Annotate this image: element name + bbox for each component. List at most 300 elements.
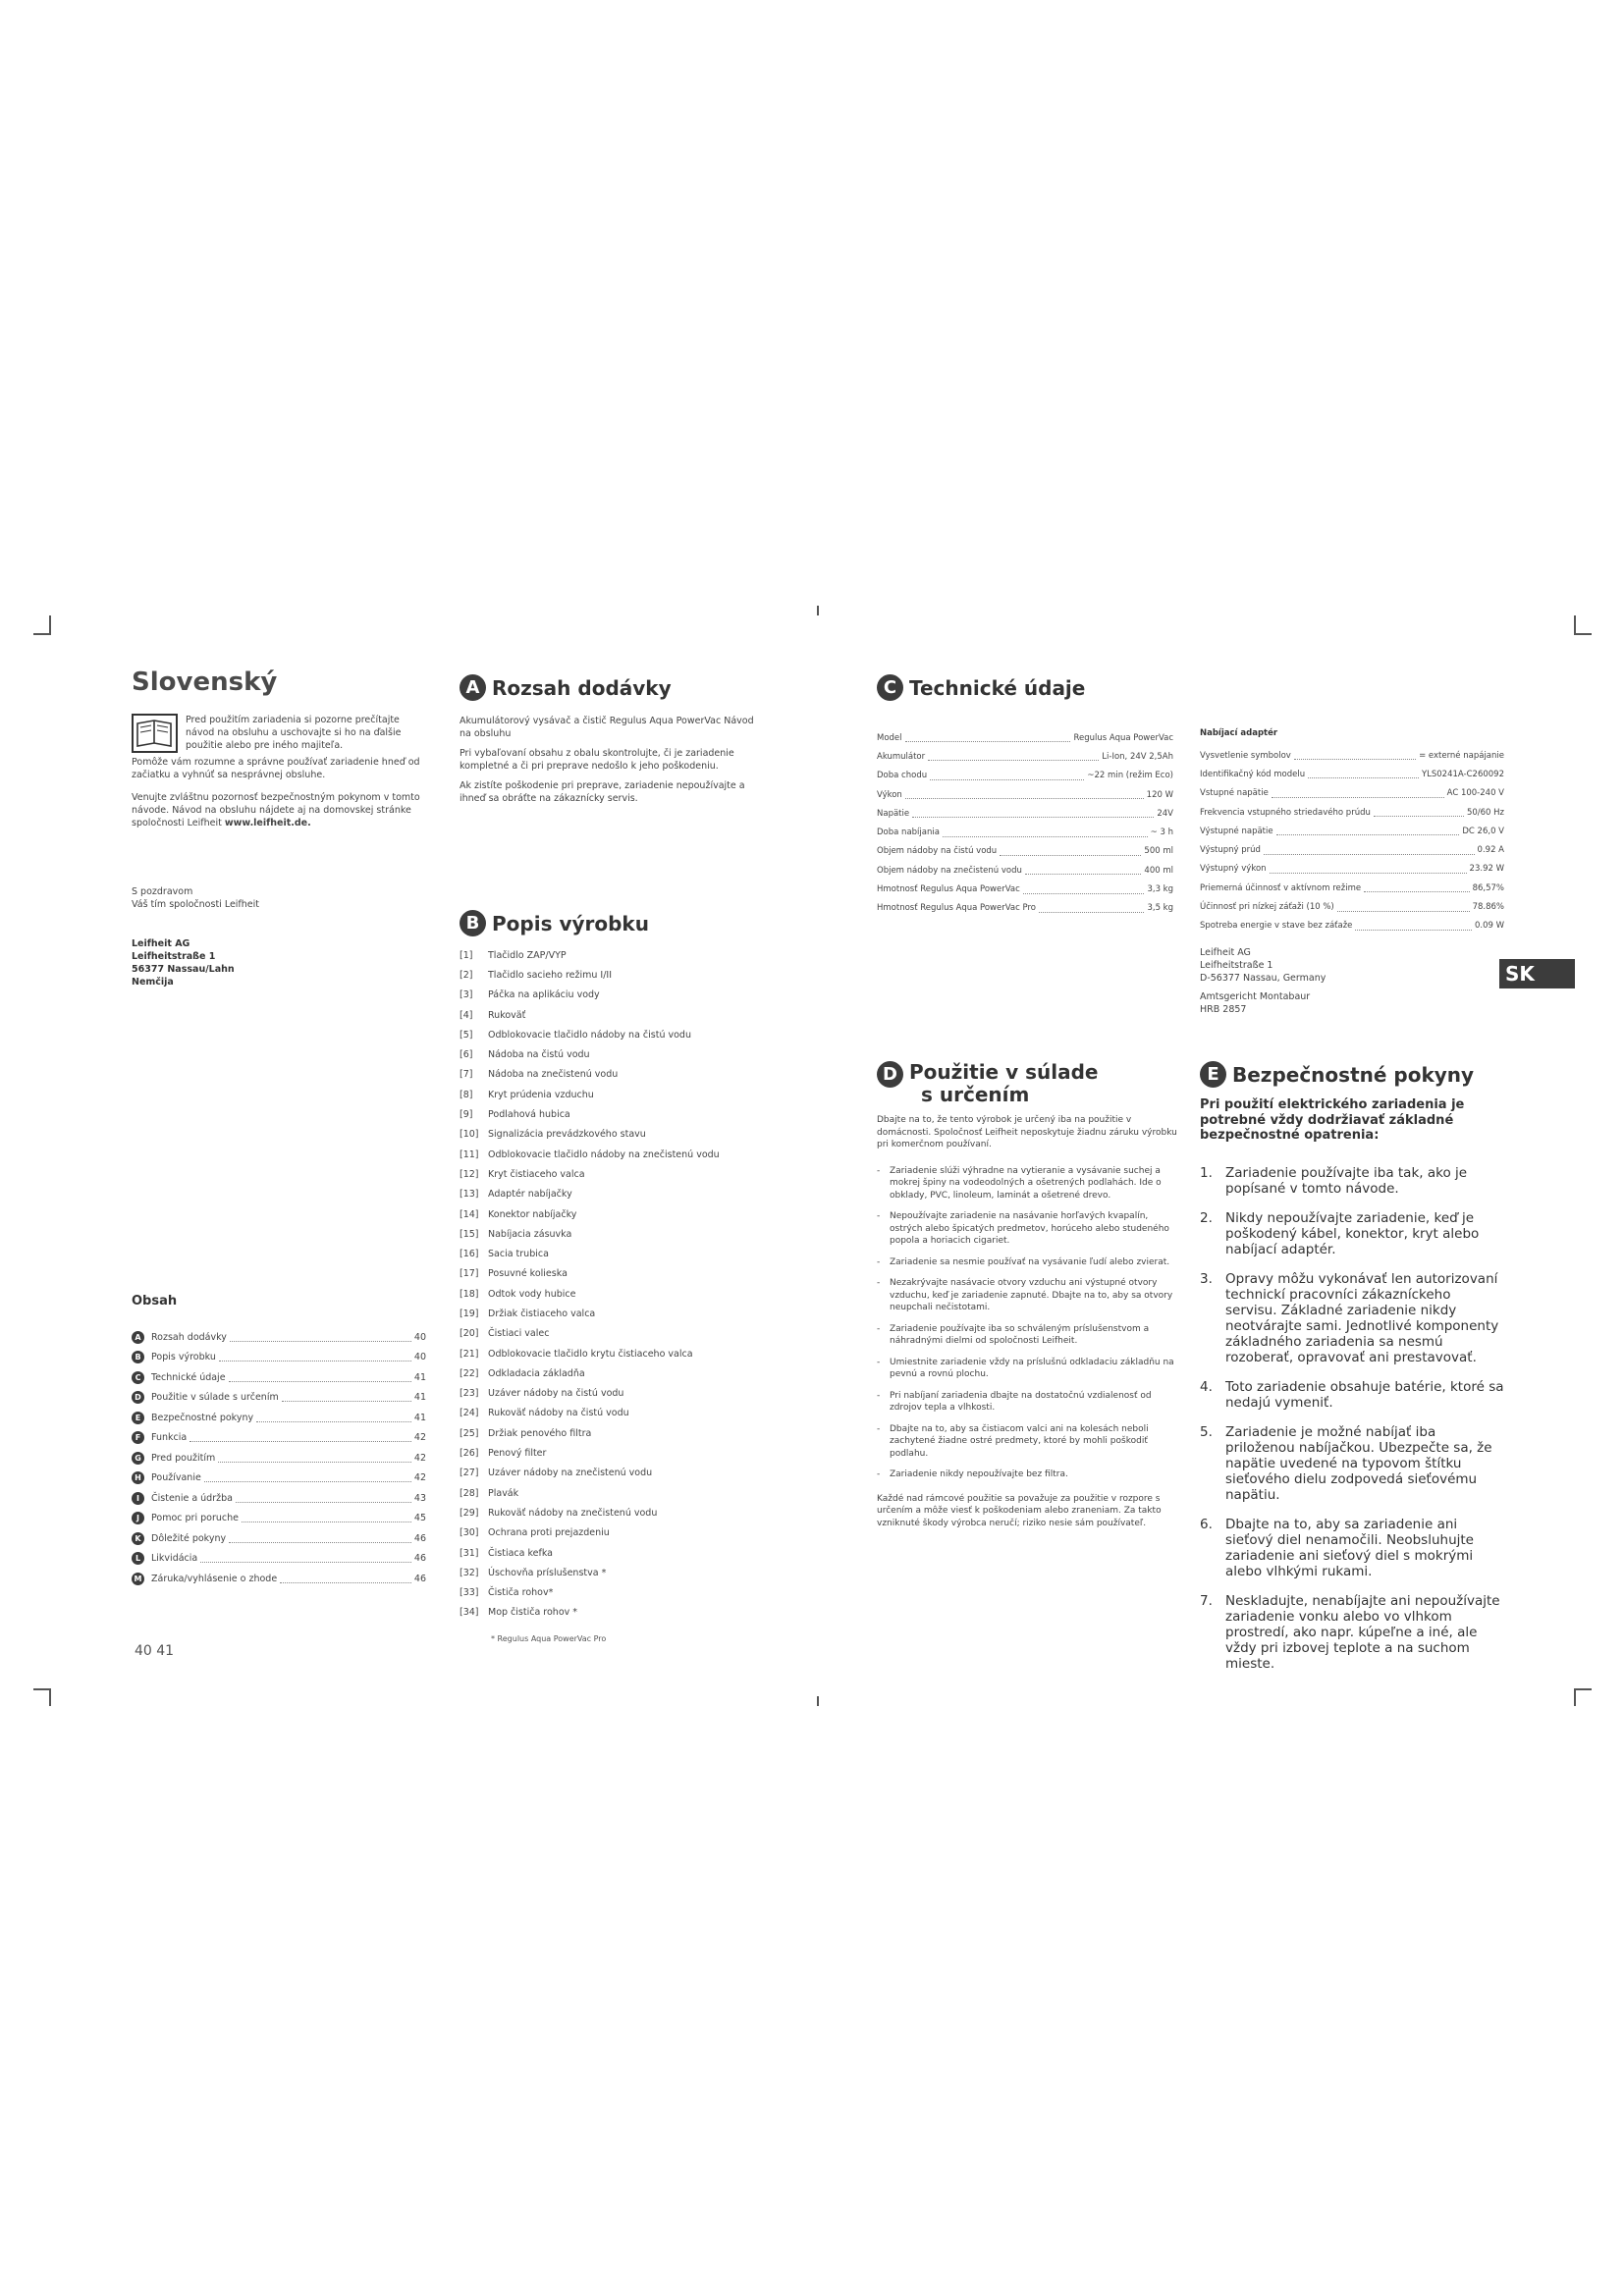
dot-leader xyxy=(1264,846,1475,855)
list-item xyxy=(460,1125,764,1145)
list-item xyxy=(460,1443,764,1463)
spec-label: Výkon xyxy=(877,789,902,800)
part-label: Odblokovacie tlačidlo krytu čistiaceho valca xyxy=(488,1348,693,1360)
dot-leader xyxy=(1308,770,1419,778)
spec-label: Frekvencia vstupného striedavého prúdu xyxy=(1200,807,1371,818)
part-number: [17] xyxy=(460,1268,479,1280)
spec-value: = externé napájanie xyxy=(1419,750,1504,761)
toc-badge-icon: D xyxy=(132,1391,144,1404)
dot-leader xyxy=(1270,865,1467,874)
part-label: Rukoväť nádoby na čistú vodu xyxy=(488,1408,629,1419)
part-label: Konektor nabíjačky xyxy=(488,1208,577,1220)
part-number: [30] xyxy=(460,1527,479,1539)
spec-value: 50/60 Hz xyxy=(1466,807,1504,818)
spec-label: Objem nádoby na znečistenú vodu xyxy=(877,865,1022,876)
dot-leader xyxy=(943,828,1148,837)
part-number: [11] xyxy=(460,1148,479,1160)
crop-mark xyxy=(33,633,51,635)
spec-value: 3,3 kg xyxy=(1147,884,1173,895)
part-label: Plavák xyxy=(488,1487,519,1499)
spec-row xyxy=(877,880,1173,898)
safety-item-text: Dbajte na to, aby sa zariadenie ani sieťový diel nenamočili. Neobsluhujte zariadenie ani sieťový diel s mokrými alebo vlhkými rukami. xyxy=(1225,1516,1474,1579)
part-label: Uzáver nádoby na znečistenú vodu xyxy=(488,1468,653,1479)
bullet-item: - Zariadenie používajte iba so schváleným príslušenstvom a náhradnými dielmi od spoločnosti Leifheit. xyxy=(877,1323,1181,1348)
language-tab: SK xyxy=(1499,959,1575,988)
part-label: Uzáver nádoby na čistú vodu xyxy=(488,1388,624,1400)
intro-paragraph: Pomôže vám rozumne a správne používať zariadenie hneď od začiatku a vyhnúť sa nesprávnej obsluhe. xyxy=(132,757,420,780)
part-label: Úschovňa príslušenstva * xyxy=(488,1567,607,1578)
dot-leader xyxy=(256,1414,411,1422)
safety-lead: Pri použití elektrického zariadenia je potrebné vždy dodržiavať základné bezpečnostné opatrenia: xyxy=(1200,1097,1465,1143)
spec-value: ~ 3 h xyxy=(1150,828,1173,838)
bullet-item: - Nezakrývajte nasávacie otvory vzduchu ani výstupné otvory vzduchu, keď je zariadenie zapnuté. Dbajte na to, aby sa otvory neupchali nečistotami. xyxy=(877,1277,1181,1314)
list-item xyxy=(460,1583,764,1603)
crop-mark xyxy=(1574,1688,1576,1706)
part-number: [14] xyxy=(460,1208,479,1220)
safety-item xyxy=(1200,1379,1506,1411)
list-item xyxy=(460,1005,764,1025)
toc-page-number: 41 xyxy=(413,1392,426,1404)
toc-badge-icon: J xyxy=(132,1512,144,1524)
greeting: S pozdravom Váš tím spoločnosti Leifheit xyxy=(132,886,260,910)
section-a-heading: A Rozsah dodávky xyxy=(460,674,672,701)
part-number: [19] xyxy=(460,1308,479,1319)
toc-item-label: Pomoc pri poruche xyxy=(151,1513,239,1524)
list-item xyxy=(460,1104,764,1124)
dot-leader xyxy=(930,772,1084,780)
page-title: Slovenský xyxy=(132,667,278,697)
toc-title: Obsah xyxy=(132,1294,178,1308)
safety-item-number: 1. xyxy=(1200,1164,1213,1181)
spec-label: Doba nabíjania xyxy=(877,828,940,838)
toc-page-number: 46 xyxy=(413,1553,426,1565)
part-number: [20] xyxy=(460,1328,479,1340)
spec-row xyxy=(877,728,1173,747)
spec-value: 24V xyxy=(1157,808,1173,819)
part-label: Rukoväť xyxy=(488,1009,526,1021)
part-label: Držiak penového filtra xyxy=(488,1427,592,1439)
list-item xyxy=(460,1324,764,1344)
section-e-body xyxy=(1200,1097,1506,1685)
crop-mark xyxy=(49,615,51,633)
toc-item[interactable] xyxy=(132,1428,426,1449)
spec-row xyxy=(877,861,1173,880)
toc-item-label: Čistenie a údržba xyxy=(151,1492,233,1504)
safety-item xyxy=(1200,1210,1506,1257)
part-number: [3] xyxy=(460,989,473,1001)
list-item xyxy=(460,965,764,985)
crop-mark xyxy=(49,1688,51,1706)
section-d-heading: D Použitie v súlade s určením xyxy=(877,1061,1098,1106)
toc-item[interactable] xyxy=(132,1367,426,1388)
spec-value: ~22 min (režim Eco) xyxy=(1087,771,1173,781)
toc-badge-icon: G xyxy=(132,1452,144,1465)
safety-item-number: 3. xyxy=(1200,1270,1213,1287)
spec-label: Výstupné napätie xyxy=(1200,826,1273,836)
toc-badge-icon: B xyxy=(132,1351,144,1363)
toc-item[interactable] xyxy=(132,1348,426,1368)
spec-row xyxy=(1200,860,1504,879)
toc-page-number: 43 xyxy=(413,1492,426,1504)
safety-item-number: 4. xyxy=(1200,1378,1213,1395)
spec-row xyxy=(877,899,1173,918)
part-label: Podlahová hubica xyxy=(488,1109,570,1121)
crop-mark xyxy=(817,606,819,615)
spec-row xyxy=(1200,746,1504,765)
dot-leader xyxy=(229,1534,411,1543)
part-number: [24] xyxy=(460,1408,479,1419)
safety-item-number: 7. xyxy=(1200,1592,1213,1609)
toc-badge-icon: I xyxy=(132,1492,144,1505)
part-number: [13] xyxy=(460,1189,479,1201)
part-label: Posuvné kolieska xyxy=(488,1268,568,1280)
dot-leader xyxy=(229,1373,411,1382)
toc-item[interactable] xyxy=(132,1569,426,1589)
spec-value: 120 W xyxy=(1146,789,1173,800)
toc-item-label: Rozsah dodávky xyxy=(151,1331,227,1343)
part-label: Adaptér nabíjačky xyxy=(488,1189,572,1201)
part-label: Nabíjacia zásuvka xyxy=(488,1228,572,1240)
intro-block xyxy=(132,714,426,829)
dot-leader xyxy=(189,1433,411,1442)
safety-item-text: Nikdy nepoužívajte zariadenie, keď je poškodený kábel, konektor, kryt alebo nabíjací adaptér. xyxy=(1225,1209,1480,1257)
part-number: [9] xyxy=(460,1109,473,1121)
spec-label: Hmotnosť Regulus Aqua PowerVac Pro xyxy=(877,903,1036,914)
list-item xyxy=(460,1204,764,1224)
spec-value: 78.86% xyxy=(1472,902,1504,913)
toc-badge-icon: M xyxy=(132,1573,144,1585)
list-item xyxy=(460,1264,764,1284)
part-label: Odkladacia základňa xyxy=(488,1367,585,1379)
list-item xyxy=(460,1065,764,1085)
dot-leader xyxy=(1025,866,1142,875)
spec-label: Model xyxy=(877,732,902,743)
part-number: [16] xyxy=(460,1249,479,1260)
list-item xyxy=(460,1384,764,1404)
part-label: Držiak čistiaceho valca xyxy=(488,1308,596,1319)
toc-item[interactable] xyxy=(132,1488,426,1509)
part-label: Čističa rohov* xyxy=(488,1587,554,1599)
part-label: Čistiaci valec xyxy=(488,1328,550,1340)
part-label: Páčka na aplikáciu vody xyxy=(488,989,600,1001)
list-item xyxy=(460,1284,764,1304)
toc-page-number: 40 xyxy=(413,1331,426,1343)
toc-item-label: Záruka/vyhlásenie o zhode xyxy=(151,1573,278,1584)
section-a-body: Akumulátorový vysávač a čistič Regulus Aqua PowerVac Návod na obsluhu Pri vybaľovaní obsahu z obalu skontrolujte, či je zariadenie kompletné a či pri preprave nedošlo k jeho poškodeniu. Ak zistíte poškodenie pri preprave, zariadenie nepoužívajte a ihneď sa obráťte na zákaznícky servis. xyxy=(460,716,754,804)
spec-row xyxy=(1200,784,1504,803)
list-item xyxy=(460,1543,764,1563)
toc-item-label: Likvidácia xyxy=(151,1553,198,1565)
dot-leader xyxy=(200,1554,411,1563)
dot-leader xyxy=(912,809,1154,818)
spec-row xyxy=(877,823,1173,841)
list-item xyxy=(460,1404,764,1423)
toc-badge-icon: E xyxy=(132,1412,144,1424)
list-item xyxy=(460,1025,764,1044)
spec-label: Výstupný prúd xyxy=(1200,845,1261,856)
part-number: [29] xyxy=(460,1507,479,1519)
dot-leader xyxy=(1272,789,1444,798)
part-number: [2] xyxy=(460,969,473,981)
spec-row xyxy=(877,767,1173,785)
badge-b-icon: B xyxy=(460,910,486,936)
toc-item[interactable] xyxy=(132,1327,426,1348)
toc-page-number: 40 xyxy=(413,1352,426,1363)
intro-paragraph-web: Venujte zvláštnu pozornosť bezpečnostným pokynom v tomto návode. Návod na obsluhu nájdete aj na domovskej stránke spoločnosti Leifheit www.leifheit.de. xyxy=(132,792,420,828)
list-item xyxy=(460,1523,764,1543)
adapter-title: Nabíjací adaptér xyxy=(1200,728,1278,738)
spec-label: Vysvetlenie symbolov xyxy=(1200,750,1291,761)
part-label: Kryt prúdenia vzduchu xyxy=(488,1089,594,1100)
dot-leader xyxy=(1294,751,1416,760)
list-item xyxy=(460,1085,764,1104)
spec-row xyxy=(1200,917,1504,935)
list-item xyxy=(460,1044,764,1064)
spec-value: 400 ml xyxy=(1144,865,1173,876)
crop-mark xyxy=(1574,615,1576,633)
crop-mark xyxy=(33,1688,51,1690)
adapter-specs xyxy=(1200,728,1504,935)
spec-value: AC 100-240 V xyxy=(1446,788,1504,799)
spec-row xyxy=(1200,822,1504,840)
dot-leader xyxy=(1337,903,1470,912)
spec-label: Účinnosť pri nízkej záťaži (10 %) xyxy=(1200,902,1334,913)
part-label: Mop čističa rohov * xyxy=(488,1607,578,1619)
toc-page-number: 42 xyxy=(413,1472,426,1484)
part-number: [26] xyxy=(460,1448,479,1460)
part-number: [10] xyxy=(460,1129,479,1141)
part-label: Čistiaca kefka xyxy=(488,1547,553,1559)
dot-leader xyxy=(219,1353,411,1362)
part-label: Rukoväť nádoby na znečistenú vodu xyxy=(488,1507,658,1519)
crop-mark xyxy=(1574,1688,1592,1690)
toc-page-number: 46 xyxy=(413,1573,426,1584)
toc-badge-icon: C xyxy=(132,1371,144,1384)
toc-item[interactable] xyxy=(132,1448,426,1468)
bullet-item: - Zariadenie sa nesmie používať na vysávanie ľudí alebo zvierat. xyxy=(877,1256,1181,1269)
toc-item[interactable] xyxy=(132,1408,426,1428)
spec-value: Li-Ion, 24V 2,5Ah xyxy=(1102,751,1173,762)
toc-item-label: Použitie v súlade s určením xyxy=(151,1392,279,1404)
part-number: [28] xyxy=(460,1487,479,1499)
list-item xyxy=(460,1603,764,1623)
safety-item-number: 5. xyxy=(1200,1423,1213,1440)
toc-page-number: 42 xyxy=(413,1452,426,1464)
bullet-item: - Zariadenie slúži výhradne na vytieranie a vysávanie suchej a mokrej špiny na vodeodolných a ošetrených podlahách. Ide o obklady, PVC, linoleum, laminát a ošetrené drevo. xyxy=(877,1165,1181,1202)
parts-list xyxy=(460,945,764,1623)
list-item xyxy=(460,1423,764,1443)
spec-value: 23.92 W xyxy=(1469,864,1504,875)
company-address: Leifheit AG Leifheitstraße 1 56377 Nassau/Lahn Nemčija xyxy=(132,938,235,988)
part-number: [7] xyxy=(460,1069,473,1081)
list-item xyxy=(460,1224,764,1244)
toc-badge-icon: L xyxy=(132,1552,144,1565)
section-c-heading: C Technické údaje xyxy=(877,674,1085,701)
part-number: [5] xyxy=(460,1029,473,1041)
spec-value: YLS0241A-C260092 xyxy=(1421,769,1504,779)
dot-leader xyxy=(204,1473,411,1482)
part-label: Nádoba na čistú vodu xyxy=(488,1049,590,1061)
dot-leader xyxy=(1276,827,1460,835)
bullet-item: - Nepoužívajte zariadenie na nasávanie horľavých kvapalín, ostrých alebo špicatých predmetov, horúceho alebo studeného popola a horiacich cigariet. xyxy=(877,1210,1181,1248)
spec-row xyxy=(877,842,1173,861)
crop-mark xyxy=(817,1696,819,1706)
spec-row xyxy=(877,747,1173,766)
part-number: [31] xyxy=(460,1547,479,1559)
toc-badge-icon: F xyxy=(132,1431,144,1444)
toc-page-number: 46 xyxy=(413,1532,426,1544)
dot-leader xyxy=(1000,847,1141,856)
spec-label: Identifikačný kód modelu xyxy=(1200,769,1306,779)
bullet-item: - Zariadenie nikdy nepoužívajte bez filtra. xyxy=(877,1468,1181,1481)
list-item xyxy=(460,1464,764,1483)
section-b-heading: B Popis výrobku xyxy=(460,910,649,936)
bullet-item: - Dbajte na to, aby sa čistiacom valci ani na kolesách neboli zachytené žiadne ostré predmety, ktoré by mohli poškodiť podlahu. xyxy=(877,1423,1181,1461)
dot-leader xyxy=(230,1333,411,1342)
part-number: [25] xyxy=(460,1427,479,1439)
list-item xyxy=(460,1363,764,1383)
toc-page-number: 41 xyxy=(413,1412,426,1423)
list-item xyxy=(460,986,764,1005)
book-note: Pred použitím zariadenia si pozorne prečítajte návod na obsluhu a uschovajte si ho na ďalšie použitie alebo pre iného majiteľa. xyxy=(186,715,402,751)
spec-label: Akumulátor xyxy=(877,751,926,762)
toc-item[interactable] xyxy=(132,1468,426,1489)
spec-row xyxy=(877,804,1173,823)
spec-value: 3,5 kg xyxy=(1147,903,1173,914)
list-item xyxy=(460,1244,764,1263)
dot-leader xyxy=(1023,885,1145,894)
badge-c-icon: C xyxy=(877,674,903,701)
part-label: Penový filter xyxy=(488,1448,547,1460)
safety-item-text: Opravy môžu vykonávať len autorizovaní technickí pracovníci zákazníckeho servisu. Základné zariadenie nikdy neotvárajte sami. Jednotlivé komponenty základného zariadenia sa nesmú rozoberať, opravovať ani prestavovať. xyxy=(1225,1270,1499,1365)
page-numbers: 40 41 xyxy=(135,1643,175,1659)
spec-row xyxy=(877,785,1173,804)
toc-item-label: Používanie xyxy=(151,1472,201,1484)
part-number: [34] xyxy=(460,1607,479,1619)
list-item xyxy=(460,1164,764,1184)
list-item xyxy=(460,1483,764,1503)
toc-page-number: 45 xyxy=(413,1513,426,1524)
list-item xyxy=(460,1503,764,1522)
part-number: [8] xyxy=(460,1089,473,1100)
dot-leader xyxy=(280,1575,411,1583)
dot-leader xyxy=(282,1393,411,1402)
toc-item[interactable] xyxy=(132,1528,426,1549)
part-number: [21] xyxy=(460,1348,479,1360)
toc-item-label: Technické údaje xyxy=(151,1371,226,1383)
toc-page-number: 42 xyxy=(413,1432,426,1444)
part-number: [27] xyxy=(460,1468,479,1479)
part-number: [32] xyxy=(460,1567,479,1578)
part-label: Sacia trubica xyxy=(488,1249,549,1260)
parts-footnote: * Regulus Aqua PowerVac Pro xyxy=(491,1634,607,1643)
section-d-body: Dbajte na to, že tento výrobok je určený iba na použitie v domácnosti. Spoločnosť Leifheit neposkytuje žiadnu záruku výrobku pri komerčnom používaní. - Zariadenie slúži výhradne na vytieranie a vysávanie suchej a mokrej špiny na vodeodolných a ošetrených podlahách. Ide o obklady, PVC, linoleum, laminát a ošetrené drevo. - Nepoužívajte zariadenie na nasávanie horľavých kvapalín, ostrých alebo špicatých predmetov, horúceho alebo studeného popola a horiacich cigariet. - Zariadenie sa nesmie používať na vysávanie ľudí alebo zvierat. - Nezakrývajte nasávacie otvory vzduchu ani výstupné otvory vzduchu, keď je zariadenie zapnuté. Dbajte na to, aby sa otvory neupchali nečistotami. - Zariadenie používajte iba so schváleným príslušenstvom a náhradnými dielmi od spoločnosti Leifheit. - Umiestnite zariadenie vždy na príslušnú odkladaciu základňu na pevnú a rovnú plochu. - Pri nabíjaní zariadenia dbajte na dostatočnú vzdialenosť od zdrojov tepla a vlhkosti. - Dbajte na to, aby sa čistiacom valci ani na kolesách neboli zachytené žiadne ostré predmety, ktoré by mohli poškodiť podlahu. - Zariadenie nikdy nepoužívajte bez filtra. Každé nad rámcové použitie sa považuje za použitie v rozpore s určením a môže viesť k poškodeniam alebo zraneniam. Za takto vzniknuté škody výrobca neručí; riziko nesie sám používateľ. xyxy=(877,1114,1181,1529)
part-label: Ochrana proti prejazdeniu xyxy=(488,1527,610,1539)
spec-value: Regulus Aqua PowerVac xyxy=(1073,732,1173,743)
list-item xyxy=(460,1304,764,1323)
website-link[interactable]: www.leifheit.de. xyxy=(224,818,311,828)
toc-item[interactable] xyxy=(132,1509,426,1529)
spec-label: Spotreba energie v stave bez záťaže xyxy=(1200,921,1353,932)
part-label: Kryt čistiaceho valca xyxy=(488,1168,585,1180)
safety-item-number: 2. xyxy=(1200,1209,1213,1226)
spec-label: Vstupné napätie xyxy=(1200,788,1269,799)
toc-list xyxy=(132,1327,426,1589)
safety-item-text: Zariadenie používajte iba tak, ako je popísané v tomto návode. xyxy=(1225,1164,1468,1197)
badge-d-icon: D xyxy=(877,1061,903,1088)
toc-item-label: Dôležité pokyny xyxy=(151,1532,227,1544)
spec-value: DC 26,0 V xyxy=(1462,826,1504,836)
safety-item xyxy=(1200,1424,1506,1503)
dot-leader xyxy=(242,1514,411,1522)
safety-item-text: Neskladujte, nenabíjajte ani nepoužívajte zariadenie vonku alebo vo vlhkom prostredí, ako napr. kúpeľne a iné, ale vždy pri izbovej teplote a na suchom mieste. xyxy=(1225,1592,1500,1672)
dot-leader xyxy=(236,1494,411,1503)
toc-item[interactable] xyxy=(132,1388,426,1409)
safety-item-text: Toto zariadenie obsahuje batérie, ktoré sa nedajú vymeniť. xyxy=(1225,1378,1504,1411)
part-number: [12] xyxy=(460,1168,479,1180)
dot-leader xyxy=(218,1454,411,1463)
toc-badge-icon: A xyxy=(132,1331,144,1344)
dot-leader xyxy=(905,733,1071,742)
spec-row xyxy=(1200,765,1504,783)
part-label: Odtok vody hubice xyxy=(488,1288,576,1300)
toc-item-label: Popis výrobku xyxy=(151,1352,216,1363)
list-item xyxy=(460,1344,764,1363)
spec-label: Napätie xyxy=(877,808,910,819)
safety-item-text: Zariadenie je možné nabíjať iba priloženou nabíjačkou. Ubezpečte sa, že napätie uvedené na typovom štítku sieťového dielu zodpovedá sieťovému napätiu. xyxy=(1225,1423,1492,1503)
part-number: [18] xyxy=(460,1288,479,1300)
dot-leader xyxy=(1355,922,1472,931)
toc-item-label: Bezpečnostné pokyny xyxy=(151,1412,254,1423)
safety-item xyxy=(1200,1593,1506,1672)
spec-label: Doba chodu xyxy=(877,771,928,781)
spec-value: 500 ml xyxy=(1144,846,1173,857)
toc-item-label: Funkcia xyxy=(151,1432,188,1444)
spec-value: 86,57% xyxy=(1472,882,1504,893)
safety-item xyxy=(1200,1271,1506,1365)
toc-badge-icon: H xyxy=(132,1471,144,1484)
badge-e-icon: E xyxy=(1200,1061,1226,1088)
part-number: [1] xyxy=(460,949,473,961)
spec-row xyxy=(1200,840,1504,859)
spec-label: Výstupný výkon xyxy=(1200,864,1267,875)
section-e-heading: E Bezpečnostné pokyny xyxy=(1200,1061,1474,1088)
part-label: Tlačidlo sacieho režimu I/II xyxy=(488,969,613,981)
part-number: [15] xyxy=(460,1228,479,1240)
safety-item-number: 6. xyxy=(1200,1516,1213,1532)
toc-item-label: Pred použitím xyxy=(151,1452,216,1464)
toc-item[interactable] xyxy=(132,1549,426,1570)
part-number: [6] xyxy=(460,1049,473,1061)
spec-label: Hmotnosť Regulus Aqua PowerVac xyxy=(877,884,1020,895)
spec-row xyxy=(1200,879,1504,897)
badge-a-icon: A xyxy=(460,674,486,701)
spec-label: Priemerná účinnosť v aktívnom režime xyxy=(1200,882,1362,893)
spec-row xyxy=(1200,803,1504,822)
bullet-item: - Pri nabíjaní zariadenia dbajte na dostatočnú vzdialenosť od zdrojov tepla a vlhkosti. xyxy=(877,1390,1181,1415)
toc-page-number: 41 xyxy=(413,1371,426,1383)
part-number: [23] xyxy=(460,1388,479,1400)
manual-book-icon xyxy=(132,714,178,753)
part-label: Tlačidlo ZAP/VYP xyxy=(488,949,567,961)
safety-item xyxy=(1200,1165,1506,1197)
list-item xyxy=(460,1185,764,1204)
dot-leader xyxy=(905,790,1144,799)
spec-value: 0.09 W xyxy=(1474,921,1504,932)
crop-mark xyxy=(1574,633,1592,635)
part-label: Odblokovacie tlačidlo nádoby na čistú vodu xyxy=(488,1029,691,1041)
list-item xyxy=(460,1563,764,1582)
